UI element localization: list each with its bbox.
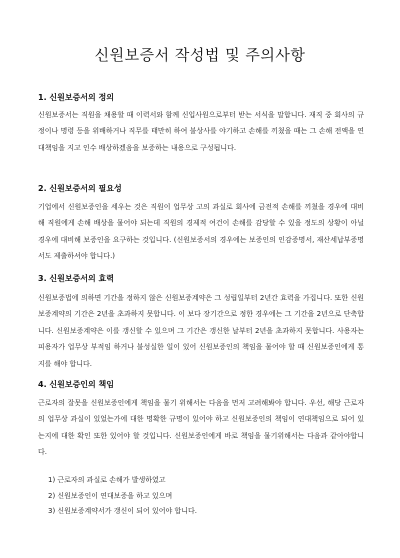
responsibility-conditions-list [48,473,348,520]
section-4-heading: 4. 신원보증인의 책임 [38,380,114,389]
section-1-heading: 1. 신원보증서의 정의 [38,93,114,102]
section-3-heading: 3. 신원보증서의 효력 [38,274,114,283]
document-title: 신원보증서 작성법 및 주의사항 [94,46,306,64]
section-3-body: 신원보증법에 의하면 기간을 정하지 않은 신원보증계약은 그 성립일부터 2년간 효력을 가집니다. 또한 신원보증계약의 기간은 2년을 초과하지 못합니다. 이 보다 장기간으로 정한 경우에는 그 기간을 2년으로 단축합니다. 신원보증계약은 이를 갱신할 수 있으며 그 기간은 갱신한 날부터 2년을 초과하지 못합니다. 사용자는 피용자가 업무상 부적임 하거나 불성실한 일이 있어 신원보증인의 책임을 물어야 할 때 신원보증인에게 통지를 해야 합니다. [38,294,364,368]
section-2-body: 기업에서 신원보증인을 세우는 것은 직원이 업무상 고의 과실로 회사에 금전적 손해를 끼쳤을 경우에 대비해 직원에게 손해 배상을 물어야 되는데 직원의 경제적 여건이 손해를 감당할 수 있을 정도의 상황이 아닐 경우에 대비해 보증인을 요구하는 것입니다. (신원보증서의 경우에는 보증인의 인감증명서, 재산세납부증명서도 제출하셔야 합니다.) [38,203,364,261]
section-2-heading: 2. 신원보증서의 필요성 [38,184,122,193]
section-4-body: 근로자의 잘못을 신원보증인에게 책임을 물기 위해서는 다음을 먼저 고려해봐야 합니다. 우선, 해당 근로자의 업무상 과실이 있었는가에 대한 명확한 규명이 있어야 하고 신원보증인의 책임이 연대책임으로 되어 있는지에 대한 확인 또한 있어야 할 것입니다. 신원보증인에게 바로 책임을 물기위해서는 다음과 같아야합니다. [38,399,364,457]
list-item: 3) 신원보증계약서가 갱신이 되어 있어야 합니다. [48,507,198,515]
list-item: 1) 근로자의 과실로 손해가 발생하였고 [48,476,166,484]
list-item: 2) 신원보증인이 연대보증을 하고 있으며 [48,491,173,500]
section-1-body: 신원보증서는 직원을 채용할 때 이력서와 함께 신입사원으로부터 받는 서식을 말합니다. 재직 중 회사의 규정이나 명령 등을 위배하거나 직무를 태만히 하여 불상사를 야기하고 손해를 끼쳤을 때는 그 손해 전액을 연대책임을 지고 인수 배상하겠음을 보증하는 내용으로 구성됩니다. [38,111,364,152]
